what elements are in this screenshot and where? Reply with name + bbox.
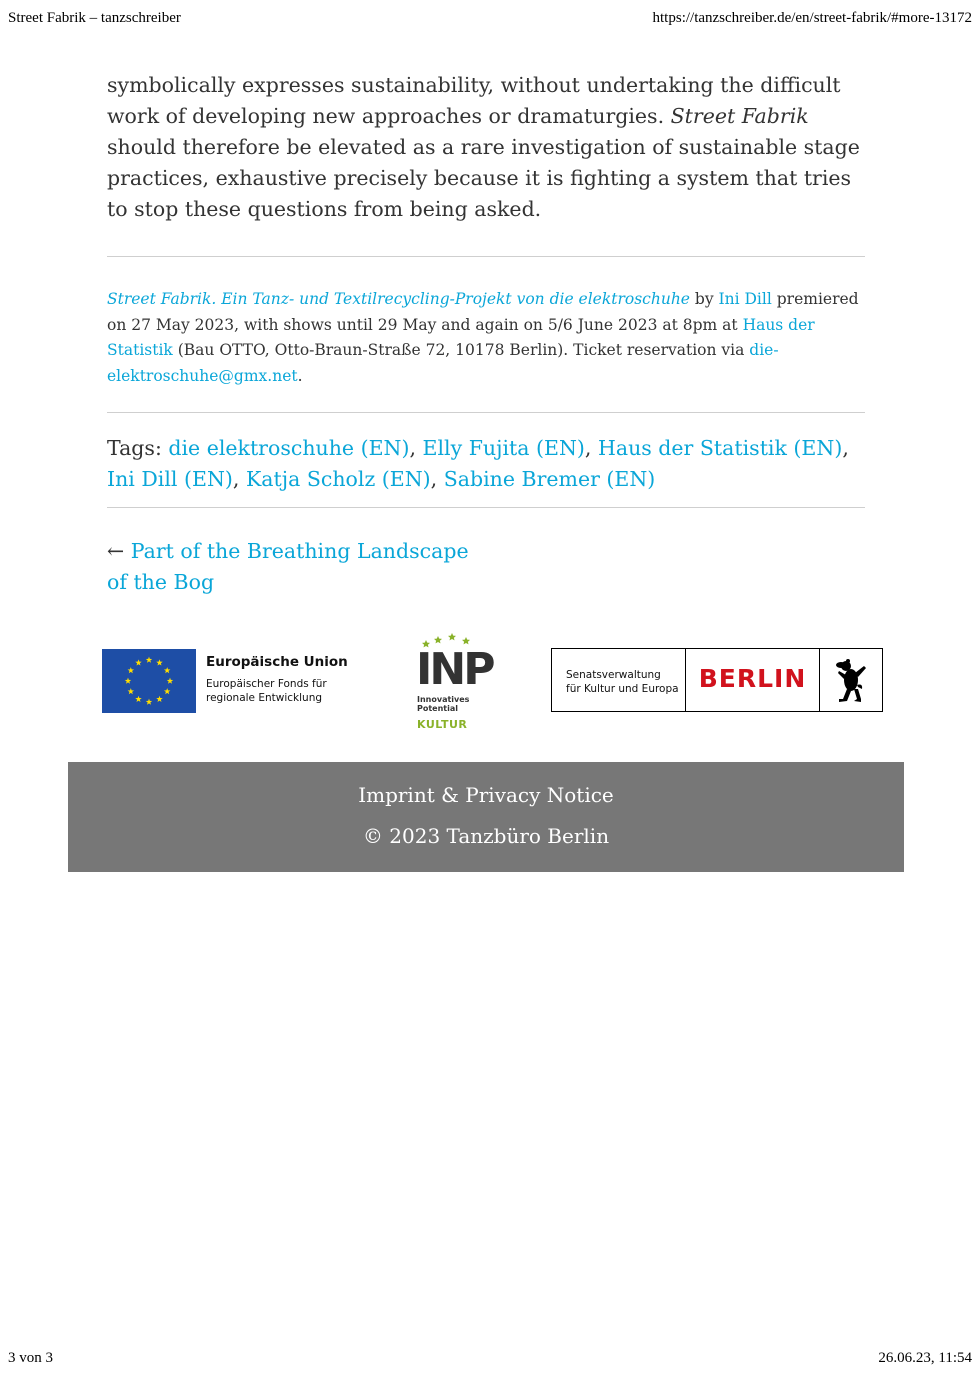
print-footer (8, 1347, 972, 1367)
site-footer (68, 762, 904, 872)
paragraph-text-continued: should therefore be elevated as a rare investigation of sustainable stage practices, exhaustive precisely because it is fighting a system that tries to stop these questions from being asked. (107, 135, 860, 221)
tag-separator: , (584, 436, 598, 460)
eu-subtitle (206, 677, 348, 705)
previous-post-link[interactable]: Part of the Breathing Landscape of the Bog (107, 539, 469, 594)
bear-icon (820, 649, 882, 711)
eu-star (164, 667, 170, 673)
eu-star (156, 696, 162, 702)
inp-subtitle (417, 696, 469, 713)
inp-kultur: KULTUR (417, 718, 468, 731)
sponsor-logos (100, 628, 890, 738)
tag-link[interactable]: Ini Dill (EN) (107, 467, 233, 491)
berlin-senate-logo (551, 648, 883, 712)
print-page-title: Street Fabrik – tanzschreiber (8, 10, 181, 26)
eu-text (206, 653, 348, 705)
senate-text (566, 668, 679, 696)
tags-label: Tags: (107, 436, 169, 460)
print-header (8, 10, 972, 30)
eu-star (146, 699, 152, 705)
eu-stars (102, 649, 196, 713)
paragraph-text: symbolically expresses sustainability, without undertaking the difficult work of developing new approaches or dramaturgies. (107, 73, 841, 128)
divider (107, 507, 865, 508)
tag-link[interactable]: Katja Scholz (EN) (245, 467, 431, 491)
senate-text-line: für Kultur und Europa (566, 683, 679, 695)
tag-link[interactable]: Elly Fujita (EN) (422, 436, 585, 460)
eu-star (156, 659, 162, 665)
previous-post-nav (107, 536, 477, 598)
inp-letters: INP (416, 644, 493, 695)
inp-subtitle-line: Potential (417, 703, 459, 713)
eu-star (135, 696, 141, 702)
eu-logo (102, 649, 352, 713)
email-link[interactable]: die-elektroschuhe@gmx.net (107, 341, 779, 385)
divider (107, 256, 865, 257)
berlin-bear-cell (820, 649, 882, 711)
article-content (107, 70, 865, 598)
copyright: © 2023 Tanzbüro Berlin (362, 824, 610, 848)
eu-star (128, 667, 134, 673)
tags-line (107, 433, 865, 495)
eu-subtitle-line: regionale Entwicklung (206, 692, 323, 704)
eu-star (135, 659, 141, 665)
left-arrow-icon: ← (107, 539, 125, 563)
tag-link[interactable]: Sabine Bremer (EN) (443, 467, 656, 491)
eu-subtitle-line: Europäischer Fonds für (206, 678, 327, 690)
print-page-number: 3 von 3 (8, 1350, 53, 1366)
tag-separator: , (842, 436, 849, 460)
eu-star (164, 688, 170, 694)
eu-star (146, 657, 152, 663)
credits-dates-text: premiered on 27 May 2023, with shows until 29 May and again on 5/6 June 2023 at 8pm at (107, 290, 859, 334)
eu-star (125, 678, 131, 684)
divider (107, 412, 865, 413)
credits-end: . (297, 366, 303, 385)
production-title-link[interactable]: Street Fabrik. Ein Tanz- und Textilrecycling-Projekt von die elektroschuhe (107, 290, 690, 308)
senate-text-cell (552, 649, 686, 711)
berlin-wordmark: BERLIN (698, 664, 807, 693)
eu-title: Europäische Union (206, 654, 348, 670)
print-url: https://tanzschreiber.de/en/street-fabrik/#more-13172 (652, 10, 972, 26)
artist-link[interactable]: Ini Dill (718, 290, 772, 308)
inp-subtitle-line: Innovatives (417, 695, 470, 704)
credits-address-text: (Bau OTTO, Otto-Braun-Straße 72, 10178 Berlin). Ticket reservation via (172, 341, 750, 359)
eu-star (167, 678, 173, 684)
inp-logo (412, 628, 492, 734)
print-datetime: 26.06.23, 11:54 (878, 1350, 972, 1366)
production-title-italic: Street Fabrik (670, 104, 809, 128)
tag-link[interactable]: Haus der Statistik (EN) (597, 436, 843, 460)
production-credits (107, 287, 865, 389)
eu-star (128, 688, 134, 694)
tag-separator: , (409, 436, 423, 460)
eu-flag-icon (102, 649, 196, 713)
closing-paragraph (107, 70, 865, 225)
tag-separator: , (232, 467, 246, 491)
credits-by-text: by (689, 290, 719, 308)
senate-text-line: Senatsverwaltung (566, 669, 661, 681)
imprint-link[interactable]: Imprint & Privacy Notice (358, 783, 614, 807)
berlin-word-cell (686, 649, 820, 711)
venue-link[interactable]: Haus der Statistik (107, 315, 815, 359)
tag-separator: , (430, 467, 444, 491)
tag-link[interactable]: die elektroschuhe (EN) (168, 436, 410, 460)
